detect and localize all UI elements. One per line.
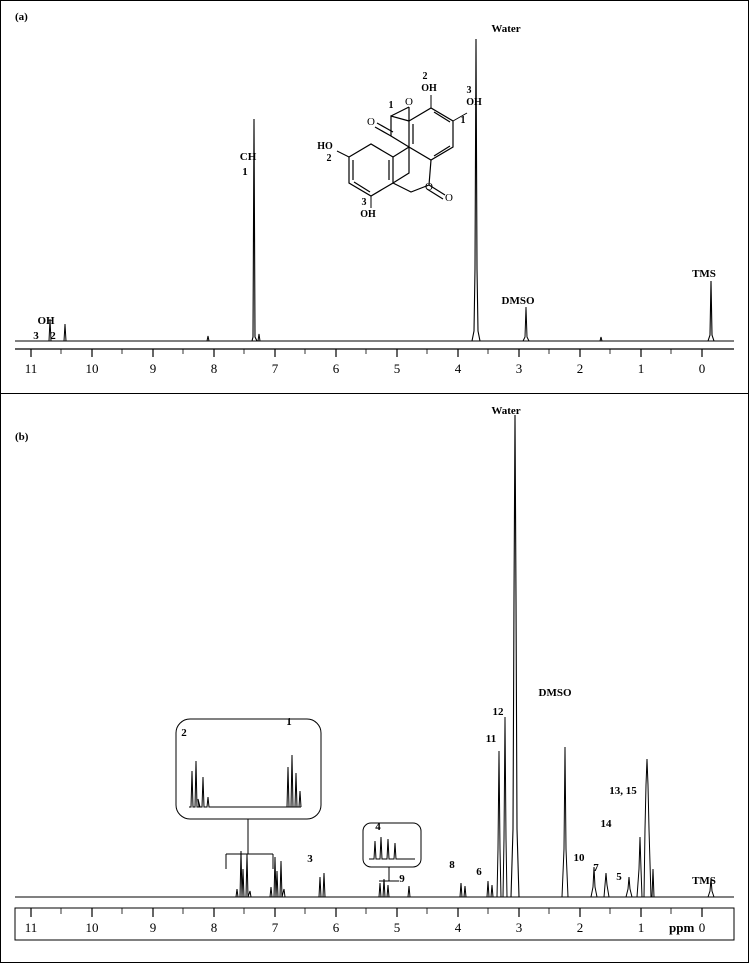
panel-b-annotation-13-15: 13, 15 [609, 785, 637, 797]
panel-a-label: (a) [15, 11, 28, 23]
molecule-structure-ellagic-acid [291, 61, 511, 256]
svg-text:3: 3 [361, 197, 367, 208]
panel-b-annotation-dmso: DMSO [538, 687, 572, 699]
panel-b-annotation-14: 14 [600, 818, 612, 830]
panel-b-annotation-tms: TMS [692, 875, 716, 887]
panel-b-annotation-9: 9 [399, 873, 405, 885]
panel-a-annotation-oh2: 2 [50, 330, 56, 342]
panel-a-annotation-tms: TMS [692, 268, 716, 280]
svg-text:2: 2 [422, 71, 428, 82]
panel-a-annotation-dmso: DMSO [501, 295, 535, 307]
panel-a-tick-11: 11 [24, 361, 38, 376]
panel-b-tick-10: 10 [85, 920, 99, 935]
panel-a-tick-10: 10 [85, 361, 99, 376]
panel-b-tick-4: 4 [454, 920, 462, 935]
panel-a-axis [11, 348, 738, 362]
panel-b-annotation-5: 5 [616, 871, 622, 883]
panel-b-tick-8: 8 [210, 920, 218, 935]
panel-b-tick-3: 3 [515, 920, 523, 935]
svg-text:1: 1 [388, 100, 394, 111]
svg-text:O: O [367, 116, 375, 128]
panel-b-tick-9: 9 [149, 920, 157, 935]
panel-a-annotation-oh: OH [37, 315, 55, 327]
panel-a-tick-1: 1 [637, 361, 645, 376]
panel-a-tick-3: 3 [515, 361, 523, 376]
svg-text:HO: HO [317, 141, 333, 152]
panel-a-tick-9: 9 [149, 361, 157, 376]
panel-b-annotation-6: 6 [476, 866, 482, 878]
panel-a-tick-5: 5 [393, 361, 401, 376]
svg-text:1: 1 [460, 115, 466, 126]
svg-text:O: O [425, 181, 433, 193]
panel-b-tick-11: 11 [24, 920, 38, 935]
panel-b-annotation-water: Water [491, 405, 521, 417]
panel-b-label: (b) [15, 431, 29, 443]
panel-b-tick-1: 1 [637, 920, 645, 935]
panel-b-annotation-3: 3 [307, 853, 313, 865]
panel-b-tick-0: 0 [698, 920, 706, 935]
panel-b-axis-unit: ppm [669, 920, 695, 935]
panel-b-tick-2: 2 [576, 920, 584, 935]
panel-a-tick-7: 7 [271, 361, 279, 376]
panel-b-tick-7: 7 [271, 920, 279, 935]
panel-b [1, 393, 748, 962]
panel-a-annotation-water: Water [491, 23, 521, 35]
panel-b-annotation-7: 7 [593, 862, 599, 874]
panel-b-annotation-10: 10 [573, 852, 585, 864]
panel-a-tick-6: 6 [332, 361, 340, 376]
panel-a-annotation-ch: CH [239, 151, 257, 163]
svg-text:O: O [445, 192, 453, 204]
panel-b-axis [11, 907, 738, 941]
svg-text:O: O [405, 96, 413, 108]
panel-a-annotation-ch-number: 1 [242, 166, 248, 178]
panel-b-inset-label-2: 2 [181, 727, 187, 739]
svg-text:OH: OH [421, 83, 437, 94]
svg-text:2: 2 [326, 153, 332, 164]
panel-b-tick-5: 5 [393, 920, 401, 935]
svg-text:OH: OH [466, 97, 482, 108]
panel-a-annotation-oh3: 3 [33, 330, 39, 342]
panel-a [1, 1, 748, 394]
svg-text:OH: OH [360, 209, 376, 220]
panel-a-tick-2: 2 [576, 361, 584, 376]
svg-text:3: 3 [466, 85, 472, 96]
panel-b-annotation-8: 8 [449, 859, 455, 871]
panel-b-annotation-12: 12 [492, 706, 504, 718]
panel-b-tick-6: 6 [332, 920, 340, 935]
panel-a-tick-4: 4 [454, 361, 462, 376]
panel-a-tick-0: 0 [698, 361, 706, 376]
panel-a-tick-8: 8 [210, 361, 218, 376]
panel-b-inset-label-4: 4 [375, 821, 381, 833]
panel-b-annotation-11: 11 [485, 733, 497, 745]
panel-b-inset-label-1: 1 [286, 716, 292, 728]
